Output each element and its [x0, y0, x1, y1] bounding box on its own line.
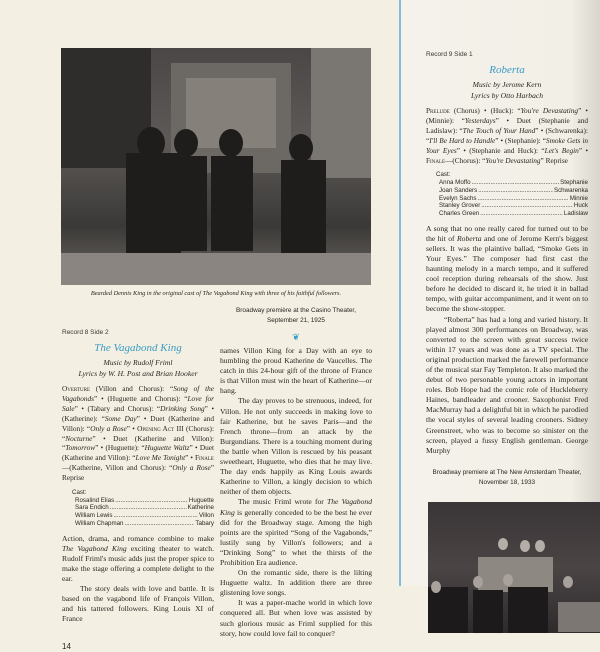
song-title: Love for Sale: [62, 393, 215, 413]
cast-role: Ladislaw: [563, 209, 588, 217]
text: The day proves to be strenuous, indeed, for Villon. He not only succeeds in making love to fair Katherine, but he saves Paris—and the French throne—from an attack by the Burgundians. There is a touching moment during the battle when Villon is rescued by his peasant sweetheart, Huguette, who dies that he may live. The day ends happily as King Louis awards Katherine to Villon, a kingly decision to which neither of them objects.: [220, 396, 372, 497]
song-performers: (Huguette): [105, 443, 138, 453]
song-title: I'll Be Hard to Handle: [429, 135, 496, 145]
credits: [62, 357, 214, 379]
bullet-separator: •: [581, 106, 588, 115]
song-performers: (Huck): [490, 106, 512, 115]
cast-row: [439, 195, 588, 203]
page-number: 14: [62, 642, 71, 652]
cast-label: Cast:: [72, 489, 87, 497]
paragraph: [426, 315, 588, 456]
song-suffix: Reprise: [543, 155, 568, 165]
dot-leader: [481, 202, 573, 210]
cast-actor: William Chapman: [75, 519, 124, 527]
paragraph: [426, 224, 588, 315]
song-title: The Touch of Your Hand: [462, 125, 536, 135]
bullet-separator: •: [582, 145, 589, 155]
show-title: Roberta: [489, 64, 525, 76]
paragraph: [62, 534, 214, 584]
paragraph: [220, 598, 372, 638]
song-performers: (Schwarenka): [545, 125, 586, 135]
cast-role: Katherine: [187, 504, 214, 512]
cast-role: Minnie: [569, 194, 588, 202]
song-title: Tomorrow: [65, 443, 96, 453]
ornament-icon: ❦: [292, 332, 300, 342]
dot-leader: [472, 179, 560, 187]
paragraph: [62, 584, 214, 624]
credits: [426, 79, 588, 101]
bullet-separator: •: [130, 423, 138, 433]
bullet-separator: •: [479, 106, 491, 115]
cast-role: Huguette: [188, 496, 214, 504]
cast-row: [439, 179, 588, 187]
cast-row: [439, 187, 588, 195]
song-performers: Duet (Katherine and Villon): [62, 443, 214, 463]
cast-row: [75, 520, 214, 528]
record-label: Record 8 Side 2: [62, 329, 109, 336]
cast-label: Cast:: [436, 171, 451, 179]
dot-leader: [478, 195, 569, 203]
text: “Roberta” has had a long and varied history. It played almost 300 performances on Broadway, was converted to the screen with great success twice within 17 years and was done as a TV special. The original production marked the farewell performance of the musical star Fay Templeton. It also marked the debut of two personable young actors in important roles. Bob Hope had the comic role of Huckleberry Haines, bandleader and crooner. Saxophonist Fred MacMurray had a delightful bit in which he parodied the vocal styles of several leading crooners. Sidney Greenstreet, who was to become so sinister on the screen, played a fussy English gentleman. George Murphy: [426, 314, 588, 455]
song-section-label: Prelude: [426, 106, 450, 115]
song-performers: (Stephanie and Huck): [469, 145, 537, 155]
text: On the romantic side, there is the lilting Huguette waltz. In addition there are three glistening love songs.: [220, 568, 372, 598]
bullet-separator: •: [188, 453, 195, 463]
song-performers: Duet (Stephanie and Ladislaw): [426, 115, 589, 135]
song-performers: (Chorus): [186, 423, 212, 433]
cast-list: [436, 171, 588, 217]
song-suffix: Reprise: [62, 473, 85, 483]
premiere-date: November 18, 1933: [478, 478, 536, 486]
premiere-theater: Broadway premiere at The New Amsterdam Theater,: [432, 468, 582, 476]
cast-role: Schwarenka: [553, 186, 588, 194]
text: The story deals with love and battle. It is based on the vagabond life of François Villon, and his tattered followers. King Louis XI of France: [62, 584, 214, 624]
bullet-separator: •: [498, 135, 506, 145]
song-section-label: Overture: [62, 384, 91, 393]
body-text: [426, 224, 588, 456]
song-title: Smoke Gets in Your Eyes: [426, 135, 588, 155]
song-performers: (Chorus): [453, 106, 480, 115]
roberta-premiere: [426, 468, 588, 488]
left-column: [62, 328, 214, 652]
text: exciting theater to watch. Rudolf Friml's music adds just the proper spice to make the stage offering a complete delight to the ear.: [62, 543, 214, 583]
body-text-col1: [62, 534, 214, 625]
cast-row: [75, 504, 214, 512]
dot-leader: [478, 187, 553, 195]
lyrics-credit: Lyrics by W. H. Post and Brian Hooker: [78, 369, 198, 378]
text: names Villon King for a Day with an eye to humbling the proud Katherine de Vaucelles. The catch in this 24-hour gift of the throne of France is that Villon must win the heart of Katherine—or hang.: [220, 346, 372, 396]
italic-title: The Vagabond King: [220, 497, 372, 517]
song-performers: (Katherine): [62, 413, 96, 423]
song-title: Love Me Tonight: [135, 453, 186, 463]
text: A song that no one really cared for turned out to be the hit of: [426, 223, 588, 243]
dot-leader: [110, 504, 187, 512]
song-title: You're Devastating: [520, 106, 579, 115]
bullet-separator: •: [97, 393, 108, 403]
cast-row: [75, 497, 214, 505]
premiere-theater: Broadway première at the Casino Theater,: [236, 307, 356, 314]
song-list: Overture (Villon and Chorus): “Song of the Vagabonds” • (Huguette and Chorus): “Love for Sale” • (Tabary and Chorus): “Drinking Song” • (Katherine): “Some Day” • Duet (Katherine and Villon): “Only a Rose” • Opening Act III (Chorus): “Nocturne” • Duet (Katherine and Villon): “Tomorrow” • (Huguette): “Huguette Waltz” • Duet (Katherine and Villon): “Love Me Tonight” • Finale—(Katherine, Villon and Chorus): “Only a Rose” Reprise: [62, 384, 215, 483]
song-performers: (Tabary and Chorus): [87, 403, 152, 413]
text: The music Friml wrote for: [238, 497, 328, 507]
dot-leader: [480, 210, 563, 218]
paragraph: [220, 346, 372, 396]
bullet-separator: •: [98, 443, 106, 453]
song-title: Some Day: [104, 413, 137, 423]
bullet-separator: •: [538, 125, 546, 135]
bullet-separator: •: [207, 403, 215, 413]
song-performers: Duet (Katherine and Villon): [62, 413, 214, 433]
music-credit: Music by Rudolf Friml: [103, 358, 173, 367]
lyrics-credit: Lyrics by Otto Harbach: [470, 91, 544, 100]
song-list: Prelude (Chorus) • (Huck): “You're Devastating” • (Minnie): “Yesterdays” • Duet (Stephanie and Ladislaw): “The Touch of Your Hand” • (Schwarenka): “I'll Be Hard to Handle” • (Stephanie): “Smoke Gets in Your Eyes” • (Stephanie and Huck): “Let's Begin” • Finale—(Chorus): “You're Devastating” Reprise: [426, 106, 589, 165]
bullet-separator: •: [192, 443, 200, 453]
cast-row: [439, 210, 588, 218]
middle-column: [220, 306, 372, 639]
song-title: Huguette Waltz: [144, 443, 190, 453]
song-performers: Duet (Katherine and Villon): [113, 433, 212, 443]
paragraph: [220, 497, 372, 568]
italic-title: The Vagabond King: [62, 543, 127, 553]
cast-actor: William Lewis: [75, 512, 113, 520]
song-performers: —(Chorus): [445, 155, 479, 165]
cast-actor: Charles Green: [439, 209, 480, 217]
page-divider: [399, 0, 401, 586]
song-section-label: Opening Act III: [137, 423, 184, 433]
song-title: Only a Rose: [90, 423, 127, 433]
song-performers: (Villon and Chorus): [95, 384, 163, 393]
song-performers: (Minnie): [426, 115, 452, 125]
bullet-separator: •: [498, 115, 517, 125]
cast-actor: Rosalind Elias: [75, 496, 115, 504]
song-performers: (Huguette and Chorus): [107, 393, 179, 403]
vagabond-premiere: [220, 306, 372, 326]
text: is generally conceded to be the best he ever did for the Broadway stage. Among the high points are the spirited “Song of the Vagabonds,” lustily sung by Villon's followers; and a “Drinking Song” to whet the thirsts of the Prohibition Era audience.: [220, 507, 372, 567]
cast-actor: Stanley Grover: [439, 202, 481, 210]
body-text-col2: [220, 346, 372, 639]
song-title: Only a Rose: [172, 463, 211, 473]
text: Action, drama, and romance combine to make: [62, 533, 214, 543]
song-title: You're Devastating: [485, 155, 541, 165]
song-section-label: Finale: [426, 155, 446, 165]
song-performers: —(Katherine, Villon and Chorus): [62, 463, 164, 473]
paragraph: [220, 568, 372, 598]
text: and one of Jerome Kern's biggest sellers. It was the plaintive ballad, “Smoke Gets in Your Eyes.” The composer had first cast the haunting melody in a march tempo, and it suffered cool reception during rehearsals of the show. Just before he decided to discard it, he tried it in ballad tempo, with guitar accompaniment, and it went on to become the show-stopper.: [426, 233, 588, 314]
cast-role: Tabary: [195, 519, 214, 527]
show-title: The Vagabond King: [94, 342, 182, 354]
cast-actor: Sara Endich: [75, 504, 109, 512]
vagabond-king-photo: [61, 48, 371, 285]
cast-actor: Joan Sanders: [439, 186, 478, 194]
cast-actor: Evelyn Sachs: [439, 194, 477, 202]
song-title: Yesterdays: [464, 115, 496, 125]
cast-role: Villon: [198, 512, 214, 520]
song-title: Song of the Vagabonds: [62, 384, 215, 403]
cast-actor: Anna Moffo: [439, 179, 471, 187]
roberta-photo: [428, 502, 600, 633]
song-performers: (Stephanie): [505, 135, 539, 145]
premiere-date: September 21, 1925: [267, 317, 325, 324]
cast-rows: [72, 497, 214, 528]
dot-leader: [124, 520, 194, 528]
cast-rows: [436, 179, 588, 218]
dot-leader: [115, 497, 188, 505]
song-title: Nocturne: [65, 433, 93, 443]
cast-row: [75, 512, 214, 520]
record-label: Record 9 Side 1: [426, 51, 473, 58]
music-credit: Music by Jerome Kern: [472, 80, 542, 89]
cast-row: [439, 202, 588, 210]
dot-leader: [113, 512, 197, 520]
right-column: [426, 50, 588, 633]
italic-title: Roberta: [457, 233, 482, 243]
cast-role: Stephanie: [560, 179, 588, 187]
cast-list: [72, 489, 214, 528]
cast-role: Huck: [573, 202, 588, 210]
photo-caption: Bearded Dennis King in the original cast of The Vagabond King with three of his faithful followers.: [90, 290, 342, 297]
bullet-separator: •: [77, 403, 88, 413]
bullet-separator: •: [95, 433, 114, 443]
bullet-separator: •: [139, 413, 151, 423]
bullet-separator: •: [459, 145, 470, 155]
text: It was a paper-mache world in which love conquered all. But when love was assisted by such glorious music as Friml supplied for this story, how could love fail to conquer?: [220, 598, 372, 638]
nightclub-scene-image: [428, 502, 600, 633]
song-section-label: Finale: [194, 453, 214, 463]
stage-scene-image: [61, 48, 371, 285]
song-title: Let's Begin: [544, 145, 579, 155]
song-title: Drinking Song: [160, 403, 205, 413]
paragraph: [220, 396, 372, 497]
